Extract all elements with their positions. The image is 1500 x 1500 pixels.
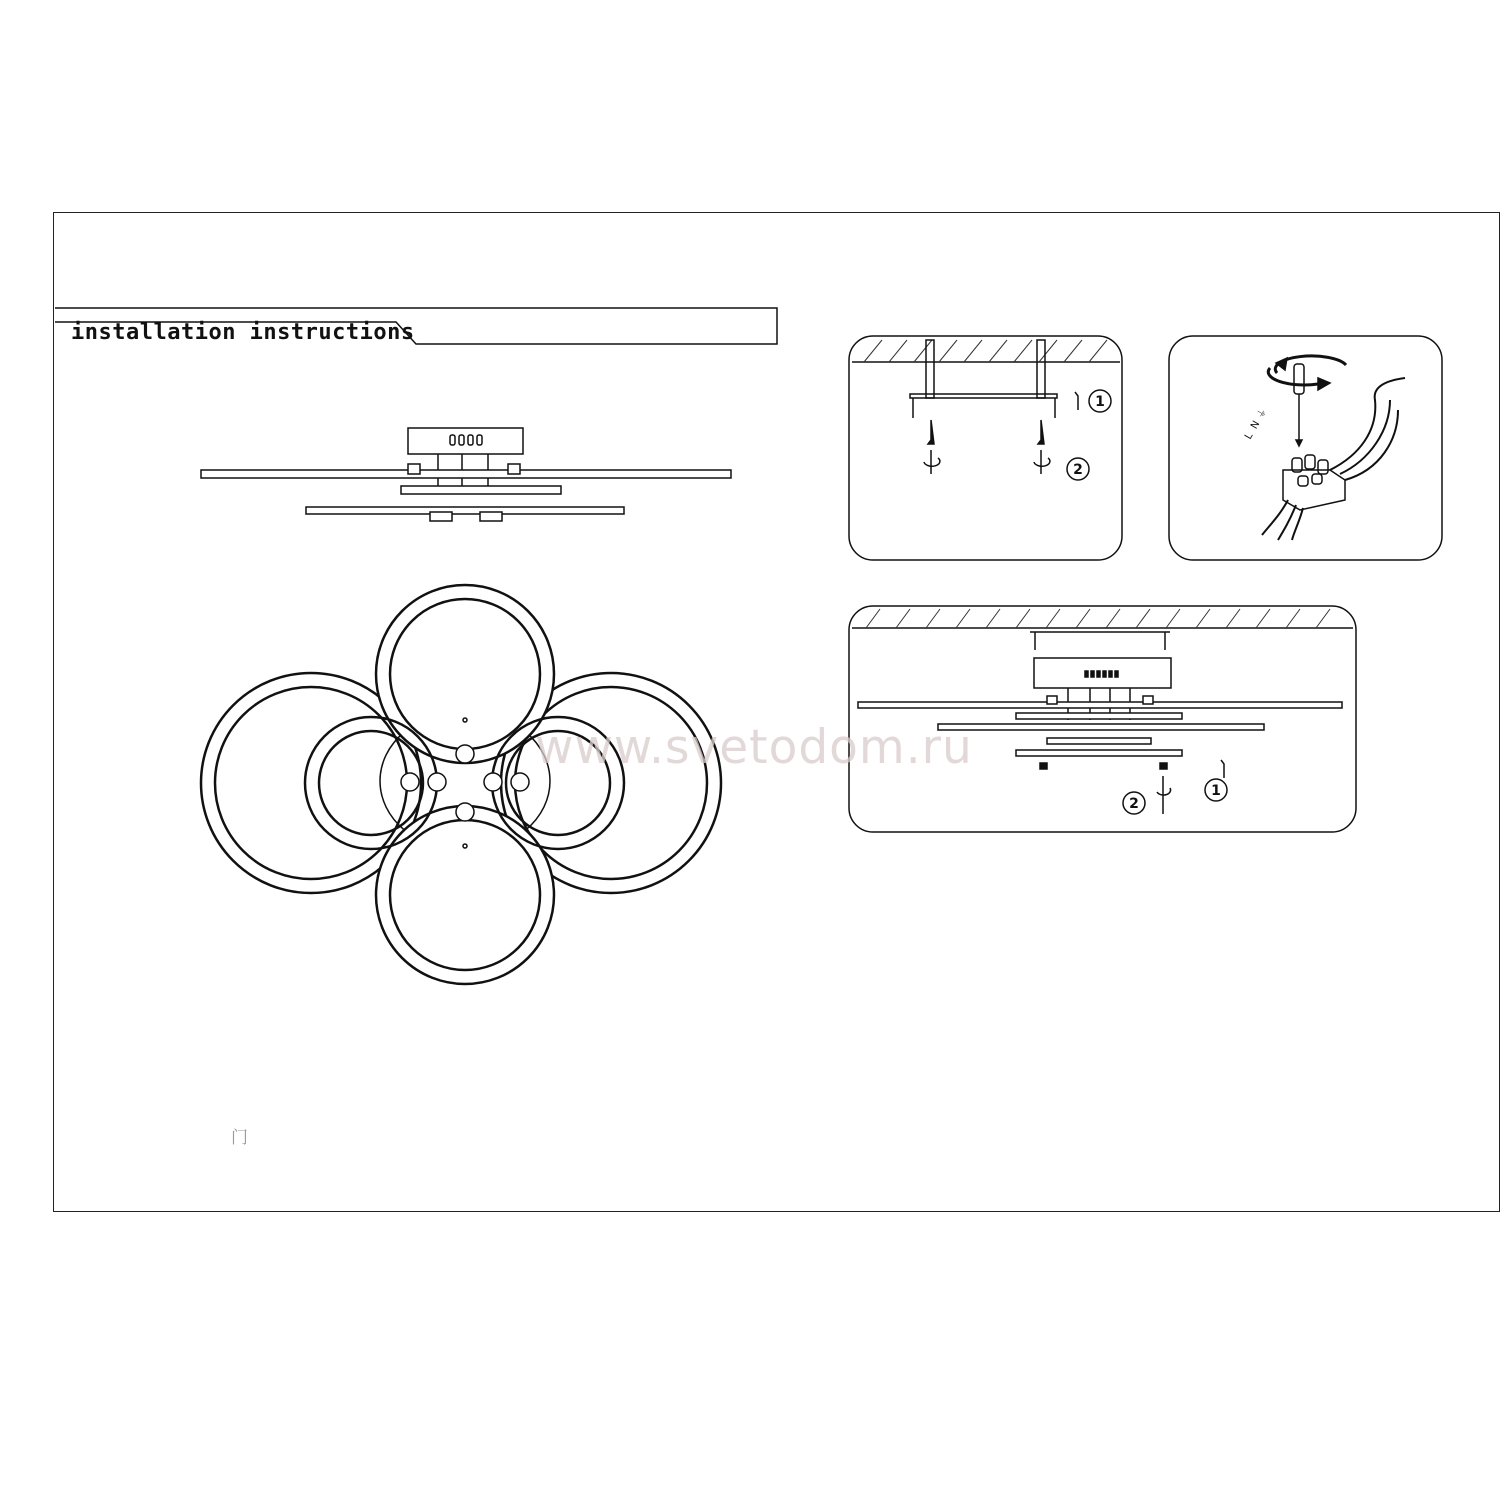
title-banner	[55, 308, 777, 344]
step-marker-1: 1	[1095, 394, 1105, 410]
fixture-side-view	[201, 428, 731, 521]
terminal-label-l: L	[1243, 431, 1256, 442]
page-title: installation instructions	[71, 320, 415, 345]
step-marker-2: 2	[1073, 462, 1083, 478]
fixture-top-view	[201, 585, 721, 984]
ring-top	[376, 585, 554, 763]
panel-wiring	[1169, 336, 1442, 560]
watermark-text: www.svetodom.ru	[535, 720, 973, 775]
terminal-labels	[1242, 406, 1269, 441]
panel-bracket-mounting	[849, 336, 1122, 560]
step-marker-2b: 2	[1129, 796, 1139, 812]
terminal-block-icon	[1283, 455, 1345, 510]
wire-bundle	[1262, 378, 1405, 540]
panel-fixture-attachment	[849, 606, 1356, 832]
terminal-label-n: N	[1249, 419, 1263, 432]
stray-mark: 门	[231, 1128, 248, 1148]
ring-bottom	[376, 806, 554, 984]
step-marker-1b: 1	[1211, 783, 1221, 799]
terminal-label-ground: ⏚	[1255, 406, 1270, 421]
screwdriver-icon	[1294, 364, 1304, 446]
